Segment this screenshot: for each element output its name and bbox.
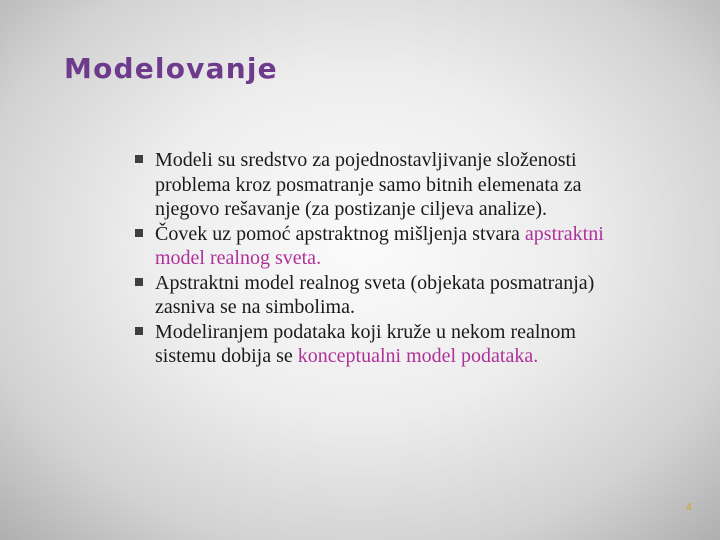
bullet-accent-punctuation: . <box>533 345 539 367</box>
bullet-accent-text: apstraktni model realnog sveta <box>155 222 604 269</box>
bullet-item <box>155 271 625 320</box>
square-bullet-icon <box>135 155 143 163</box>
bullet-text: Čovek uz pomoć apstraktnog mišljenja stvara <box>155 222 525 245</box>
slide-title: Modelovanje <box>64 52 278 85</box>
bullet-text: Modeliranjem podataka koji kruže u nekom realnom sistemu dobija se <box>155 320 576 367</box>
bullet-item <box>155 148 625 222</box>
page-number: 4 <box>686 502 692 513</box>
bullet-item <box>155 222 625 271</box>
bullet-text: Modeli su sredstvo za pojednostavljivanje složenosti problema kroz posmatranje samo bitnih elemenata za njegovo rešavanje (za postizanje ciljeva analize). <box>155 149 582 220</box>
bullet-accent-punctuation: . <box>316 247 322 269</box>
square-bullet-icon <box>135 229 143 237</box>
square-bullet-icon <box>135 278 143 286</box>
bullet-accent-text: konceptualni model podataka <box>297 345 534 367</box>
bullet-item <box>155 320 625 369</box>
square-bullet-icon <box>135 327 143 335</box>
bullet-text: Apstraktni model realnog sveta (objekata posmatranja) zasniva se na simbolima. <box>155 271 595 318</box>
bullet-list <box>155 148 625 369</box>
